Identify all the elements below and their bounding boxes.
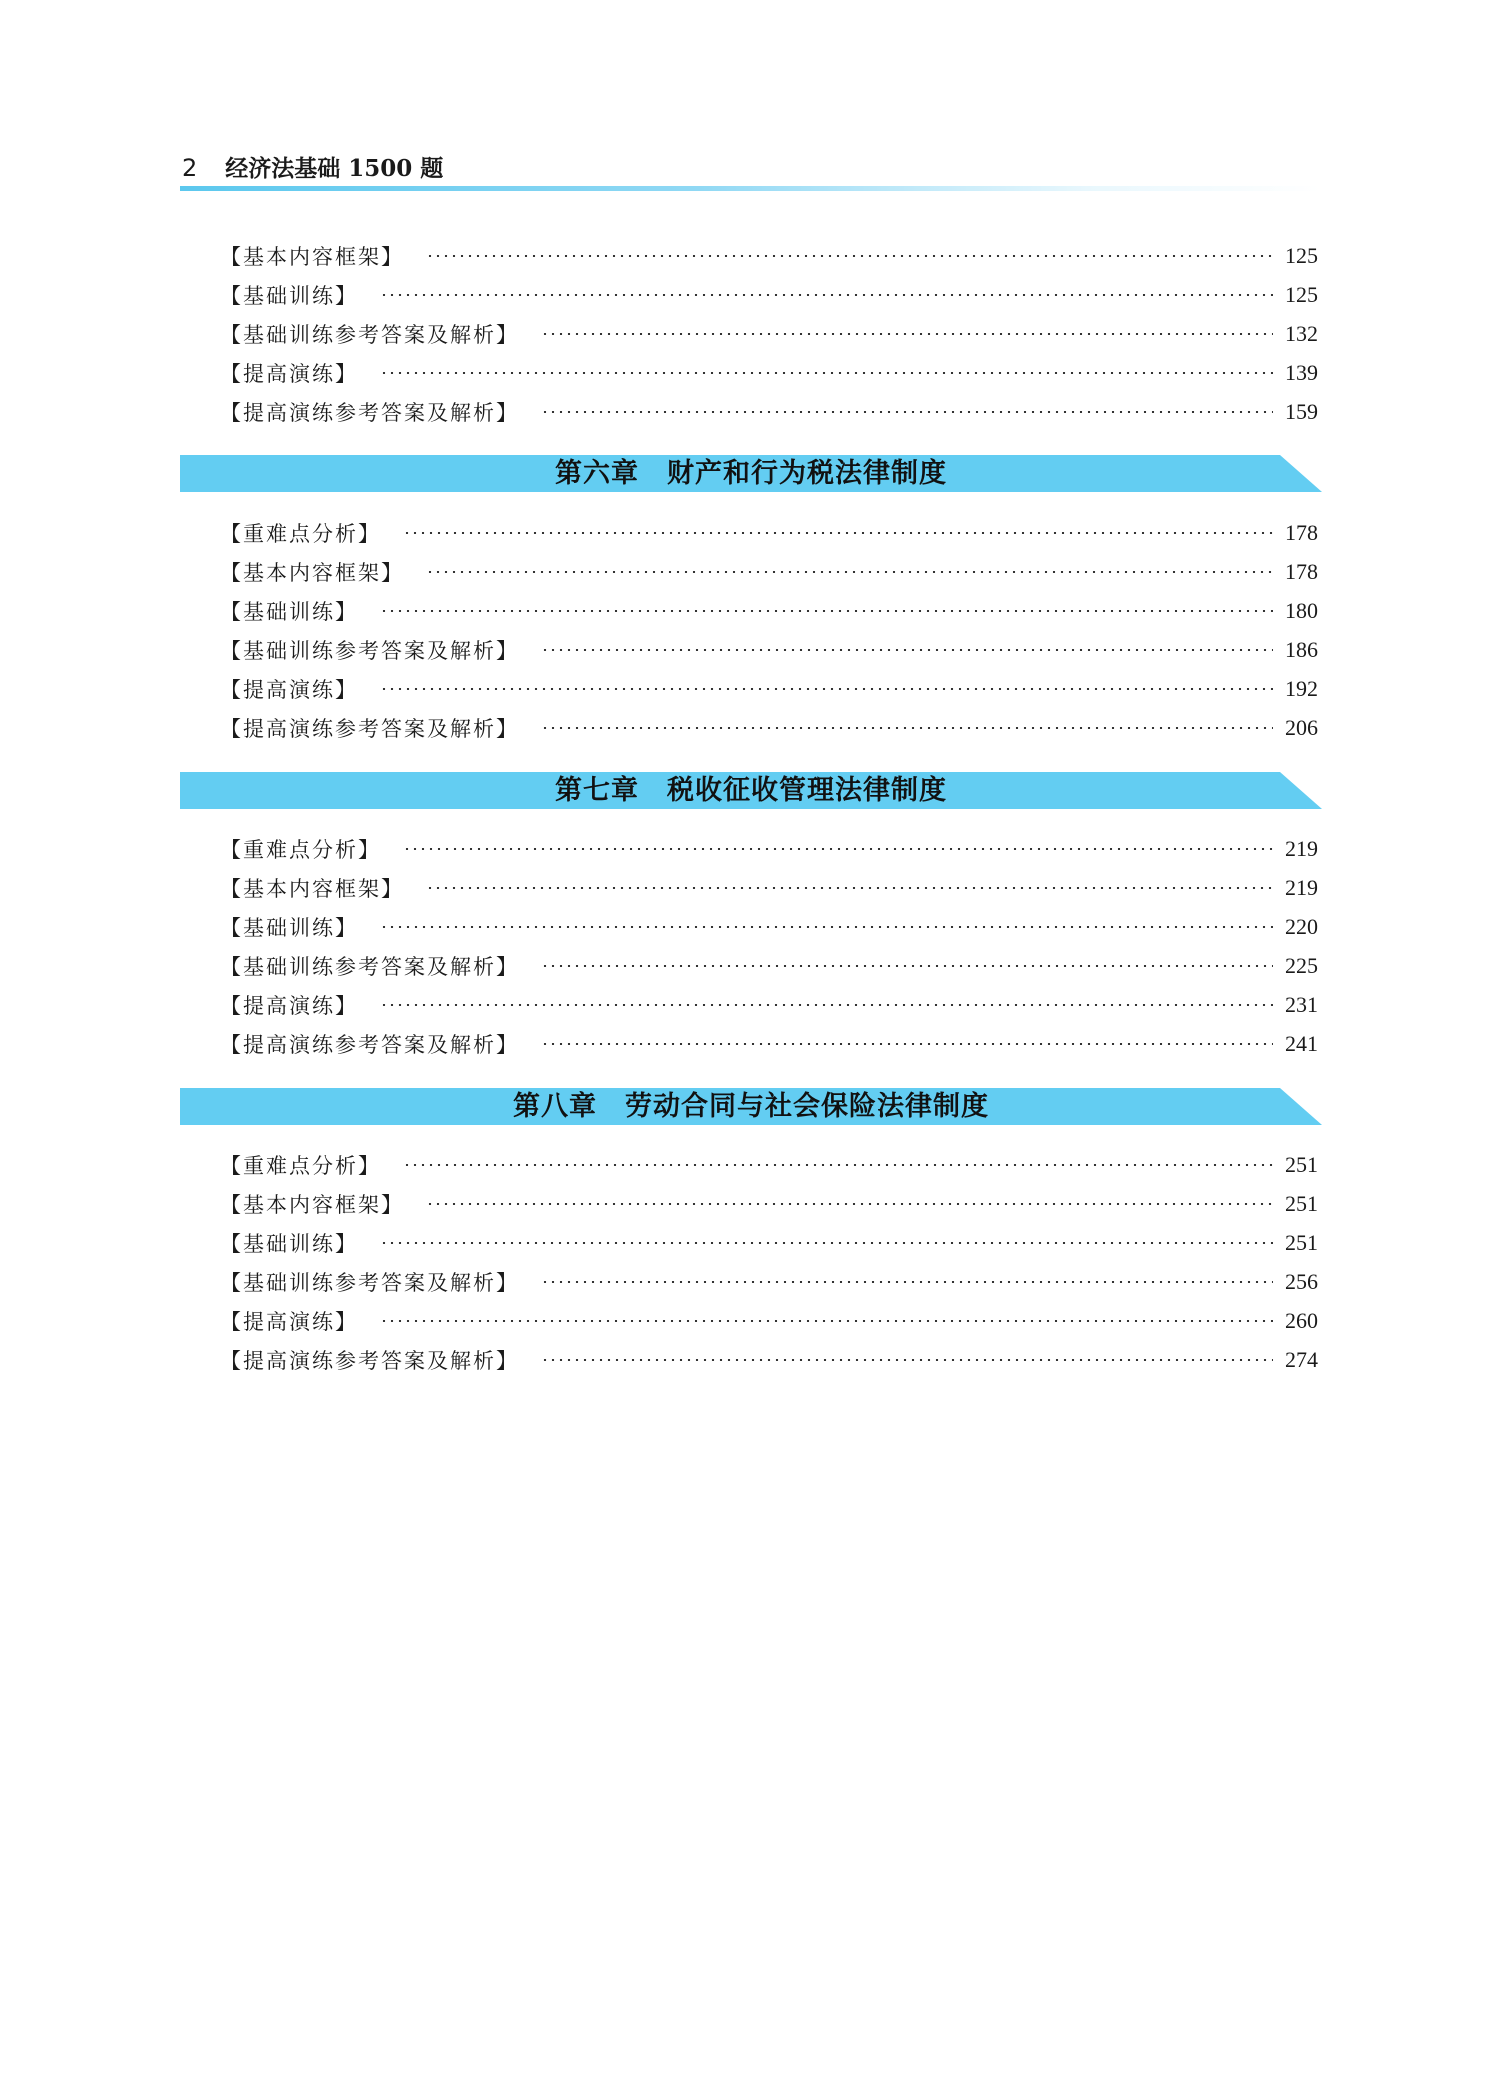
chapter-title[interactable]: 第七章 税收征收管理法律制度 [555,775,947,806]
toc-entry[interactable] [220,713,1318,743]
toc-entry-label: 【基础训练参考答案及解析】 [220,955,519,979]
toc-entry-page: 260 [1285,1308,1318,1333]
dot-leader [403,1164,1273,1166]
toc-entry-page: 251 [1285,1191,1318,1216]
dot-leader [541,649,1273,651]
dot-leader [380,1242,1273,1244]
toc-entry-page: 125 [1285,282,1318,307]
dot-leader [541,333,1273,335]
toc-entry[interactable] [220,1228,1318,1258]
toc-entry-label: 【重难点分析】 [220,838,381,862]
toc-entry[interactable] [220,834,1318,864]
dot-leader [541,965,1273,967]
toc-entry-page: 125 [1285,243,1318,268]
toc-entry-label: 【提高演练参考答案及解析】 [220,1033,519,1057]
toc-entry-page: 219 [1285,875,1318,900]
dot-leader [380,1004,1273,1006]
toc-entry-page: 274 [1285,1347,1318,1372]
toc-entry-label: 【提高演练】 [220,994,358,1018]
header-rule [180,186,1320,191]
dot-leader [426,255,1273,257]
toc-entry-page: 178 [1285,559,1318,584]
toc-entry-label: 【基础训练】 [220,916,358,940]
dot-leader [380,688,1273,690]
dot-leader [380,1320,1273,1322]
toc-entry-page: 132 [1285,321,1318,346]
toc-entry[interactable] [220,557,1318,587]
dot-leader [403,848,1273,850]
toc-entry[interactable] [220,358,1318,388]
toc-entry-label: 【基本内容框架】 [220,877,404,901]
toc-entry-label: 【基础训练】 [220,284,358,308]
toc-entry-page: 251 [1285,1152,1318,1177]
dot-leader [380,372,1273,374]
toc-entry-label: 【提高演练】 [220,678,358,702]
toc-entry[interactable] [220,1189,1318,1219]
toc-entry-label: 【提高演练】 [220,362,358,386]
toc-entry-label: 【提高演练参考答案及解析】 [220,401,519,425]
toc-entry[interactable] [220,951,1318,981]
toc-entry-label: 【基础训练参考答案及解析】 [220,639,519,663]
toc-entry-page: 256 [1285,1269,1318,1294]
toc-entry[interactable] [220,1150,1318,1180]
book-title: 经济法基础 1500 题 [225,155,444,182]
toc-entry[interactable] [220,1345,1318,1375]
toc-entry-label: 【提高演练参考答案及解析】 [220,1349,519,1373]
dot-leader [541,1359,1273,1361]
toc-entry[interactable] [220,280,1318,310]
dot-leader [380,294,1273,296]
toc-entry-page: 192 [1285,676,1318,701]
toc-entry-page: 225 [1285,953,1318,978]
toc-entry[interactable] [220,990,1318,1020]
toc-entry[interactable] [220,1029,1318,1059]
toc-entry[interactable] [220,319,1318,349]
dot-leader [426,887,1273,889]
toc-entry[interactable] [220,596,1318,626]
toc-entry-label: 【基本内容框架】 [220,1193,404,1217]
dot-leader [541,411,1273,413]
chapter-title[interactable]: 第六章 财产和行为税法律制度 [555,458,947,489]
toc-entry-page: 186 [1285,637,1318,662]
toc-entry-label: 【重难点分析】 [220,1154,381,1178]
toc-entry-label: 【基本内容框架】 [220,561,404,585]
toc-entry[interactable] [220,397,1318,427]
toc-entry-label: 【提高演练】 [220,1310,358,1334]
toc-entry[interactable] [220,674,1318,704]
toc-entry-page: 180 [1285,598,1318,623]
dot-leader [426,1203,1273,1205]
dot-leader [380,926,1273,928]
toc-entry[interactable] [220,1306,1318,1336]
dot-leader [403,532,1273,534]
dot-leader [541,1043,1273,1045]
toc-entry-page: 159 [1285,399,1318,424]
toc-entry-label: 【基础训练】 [220,1232,358,1256]
toc-entry[interactable] [220,873,1318,903]
dot-leader [541,727,1273,729]
toc-entry-page: 219 [1285,836,1318,861]
toc-entry[interactable] [220,635,1318,665]
toc-entry-page: 220 [1285,914,1318,939]
dot-leader [426,571,1273,573]
toc-entry-page: 251 [1285,1230,1318,1255]
toc-entry[interactable] [220,241,1318,271]
toc-entry-page: 139 [1285,360,1318,385]
toc-entry[interactable] [220,912,1318,942]
toc-entry-page: 231 [1285,992,1318,1017]
toc-entry[interactable] [220,518,1318,548]
toc-entry-label: 【基本内容框架】 [220,245,404,269]
page-number: 2 [182,154,198,182]
chapter-title[interactable]: 第八章 劳动合同与社会保险法律制度 [513,1091,989,1122]
toc-entry-page: 206 [1285,715,1318,740]
toc-entry[interactable] [220,1267,1318,1297]
toc-entry-label: 【重难点分析】 [220,522,381,546]
toc-entry-label: 【基础训练参考答案及解析】 [220,323,519,347]
toc-entry-label: 【提高演练参考答案及解析】 [220,717,519,741]
running-header [182,150,443,183]
dot-leader [380,610,1273,612]
toc-entry-label: 【基础训练】 [220,600,358,624]
toc-entry-page: 178 [1285,520,1318,545]
dot-leader [541,1281,1273,1283]
toc-entry-page: 241 [1285,1031,1318,1056]
toc-entry-label: 【基础训练参考答案及解析】 [220,1271,519,1295]
